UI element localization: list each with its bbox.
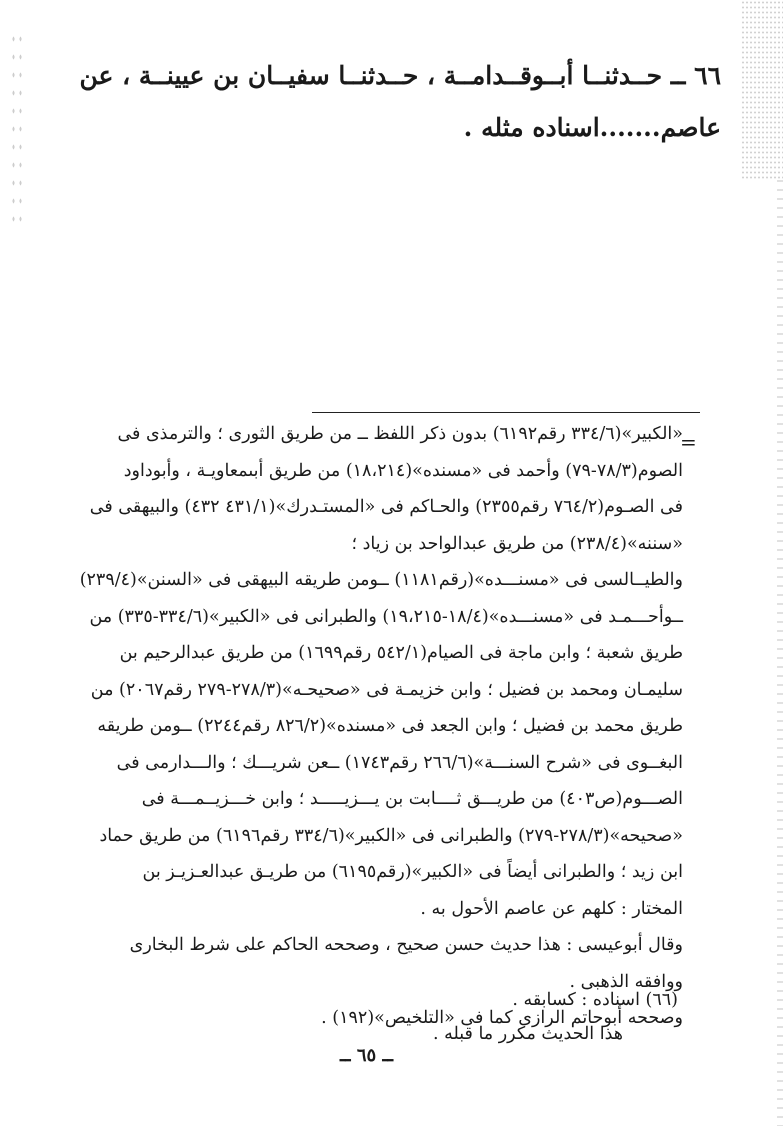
scan-noise-right-strip	[777, 180, 783, 1126]
footnote-66	[512, 990, 678, 1010]
footnote-line: والطيــالسى فى «مسنـــده»(رقم١١٨١) ــومن طريقه البيهقى فى «السنن»(٢٣٩/٤)	[79, 570, 683, 590]
footnote-66-line-2: هذا الحديث مكرر ما قبله .	[432, 1024, 623, 1044]
footnote-line: «الكبير»(٣٣٤/٦ رقم٦١٩٢) بدون ذكر اللفظ ــ من طريق الثورى ؛ والترمذى فى	[117, 424, 683, 444]
scan-noise-left	[10, 30, 24, 230]
footnote-line: طريق شعبة ؛ وابن ماجة فى الصيام(٥٤٢/١ رقم١٦٩٩) من طريق عبدالرحيم بن	[119, 643, 683, 663]
footnote-line: «صحيحه»(٢٧٨/٣-٢٧٩) والطبرانى فى «الكبير»(٣٣٤/٦ رقم٦١٩٦) من طريق حماد	[99, 825, 683, 846]
footnote-line: «سننه»(٢٣٨/٤) من طريق عبدالواحد بن زياد ؛	[351, 533, 683, 554]
footnote-line: طريق محمد بن فضيل ؛ وابن الجعد فى «مسنده»(٨٢٦/٢ رقم٢٢٤٤) ــومن طريقه	[97, 716, 683, 736]
footnote-separator	[312, 412, 700, 413]
footnote-line: فى الصـوم(٧٦٤/٢ رقم٢٣٥٥) والحـاكم فى «المستـدرك»(٤٣١/١ ٤٣٢) والبيهقى فى	[89, 497, 683, 517]
hadith-line-2: عاصم.......اسناده مثله .	[463, 113, 721, 142]
continuation-mark: =	[680, 430, 697, 454]
footnote-line: الصـــوم(ص٤٠٣) من طريـــق ثــــابت بن يـــزيـــــد ؛ وابن خـــزيــمـــة فى	[141, 789, 683, 809]
footnote-line: ووافقه الذهبى .	[569, 971, 683, 992]
scan-noise-right	[741, 0, 783, 180]
footnote-66-text: اسناده : كسابقه .	[512, 990, 640, 1010]
footnote-line: وصححه أبوحاتم الرازى كما فى «التلخيص»(١٩٢) .	[321, 1008, 683, 1028]
footnote-line: البغــوى فى «شرح السنـــة»(٢٦٦/٦ رقم١٧٤٣) ــعن شريـــك ؛ والـــدارمى فى	[116, 752, 683, 773]
page-number: ــ ٦٥ ــ	[340, 1045, 393, 1066]
footnote-line: سليمـان ومحمد بن فضيل ؛ وابن خزيمـة فى «صحيحـه»(٢٧٨/٣-٢٧٩ رقم٢٠٦٧) من	[90, 679, 683, 700]
footnote-line: الصوم(٧٨/٣-٧٩) وأحمد فى «مسنده»(١٨،٢١٤) من طريق أبىمعاويـة ، وأبوداود	[123, 460, 683, 481]
footnote-line: ابن زيد ؛ والطبرانى أيضاً فى «الكبير»(رقم٦١٩٥) من طريـق عبدالعـزيـز بن	[142, 862, 683, 882]
footnotes-block	[79, 416, 683, 1037]
footnote-line: وقال أبوعيسى : هذا حديث حسن صحيح ، وصححه الحاكم على شرط البخارى	[129, 935, 683, 955]
footnote-line: المختار : كلهم عن عاصم الأحول به .	[420, 898, 683, 919]
footnote-66-number: (٦٦)	[645, 990, 678, 1010]
hadith-main-text	[79, 50, 721, 154]
hadith-line-1: ٦٦ ــ حــدثنــا أبــوقــدامــة ، حــدثنــا سفيــان بن عيينــة ، عن	[79, 61, 721, 90]
footnote-line: ــوأحـــمـد فى «مسنـــده»(١٨/٤-١٩،٢١٥) والطبرانى فى «الكبير»(٣٣٤/٦-٣٣٥) من	[89, 606, 683, 627]
